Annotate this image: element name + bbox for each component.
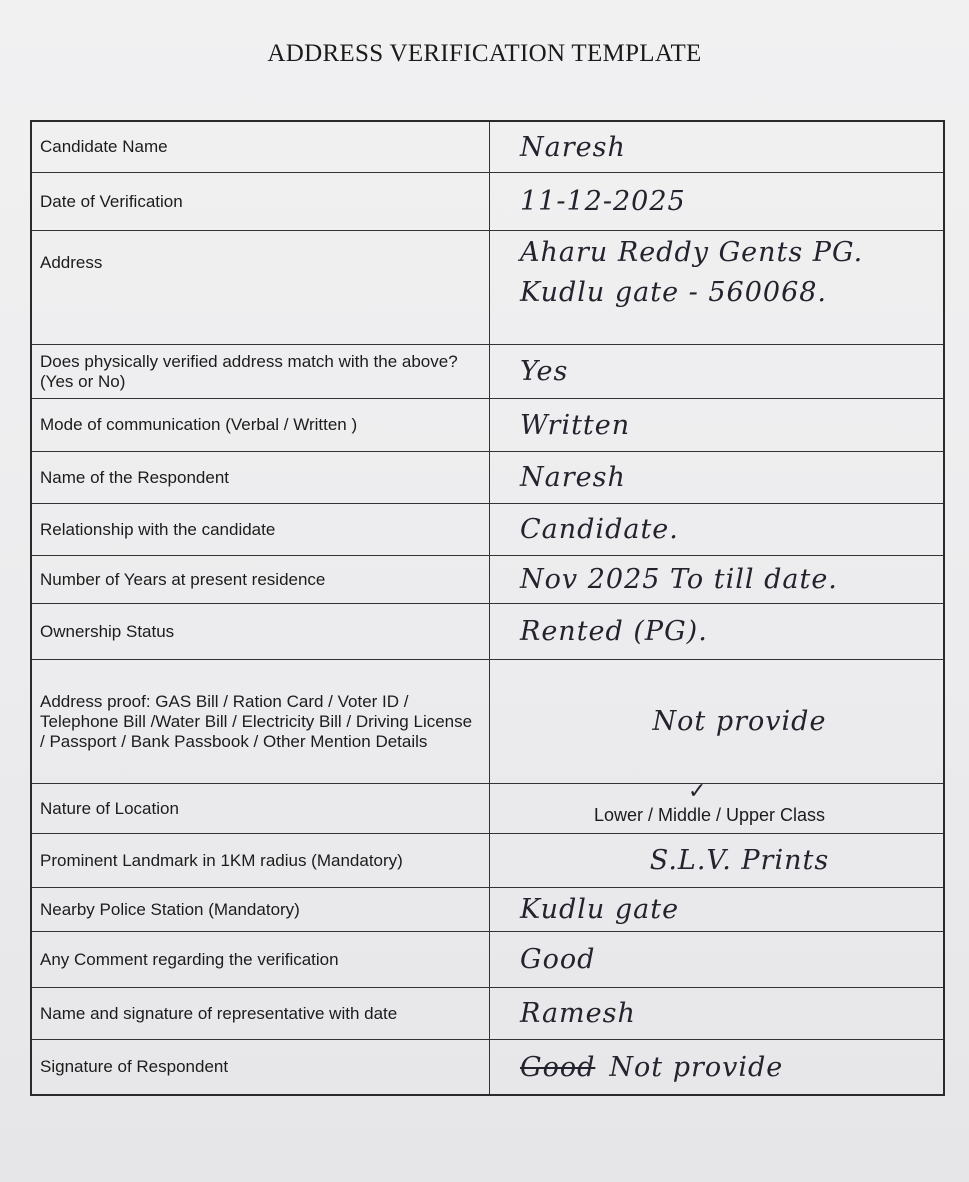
handwritten-value: Naresh [520, 462, 626, 493]
form-row-respondent-name [32, 452, 943, 504]
handwritten-value: Nov 2025 To till date. [520, 564, 838, 595]
document-title: ADDRESS VERIFICATION TEMPLATE [267, 40, 702, 67]
field-label: Signature of Respondent [32, 1040, 490, 1094]
field-label: Date of Verification [32, 173, 490, 230]
form-row-police-station [32, 888, 943, 932]
field-label: Nearby Police Station (Mandatory) [32, 888, 490, 931]
location-class-options: Lower / Middle / Upper Class [593, 805, 826, 825]
field-label: Address [32, 231, 490, 344]
form-row-respondent-signature [32, 1040, 943, 1094]
form-row-relationship [32, 504, 943, 556]
field-label: Prominent Landmark in 1KM radius (Mandatory) [32, 834, 490, 887]
printed-options [490, 778, 943, 833]
form-row-address-match [32, 345, 943, 399]
address-line-1: Aharu Reddy Gents PG. [520, 237, 864, 268]
form-row-representative-signature [32, 988, 943, 1040]
form-row-address [32, 231, 943, 345]
handwritten-value: Rented (PG). [520, 616, 708, 647]
field-label: Nature of Location [32, 784, 490, 833]
field-label: Name and signature of representative with date [32, 988, 490, 1039]
form-row-ownership-status [32, 604, 943, 660]
handwritten-value: Ramesh [520, 998, 636, 1029]
handwritten-value: Naresh [520, 131, 626, 163]
field-label: Any Comment regarding the verification [32, 932, 490, 987]
handwritten-value: Candidate. [520, 514, 679, 545]
handwritten-value [490, 1040, 943, 1094]
verification-form-table [30, 120, 945, 1096]
handwritten-value: Not provide [652, 706, 827, 737]
form-row-landmark [32, 834, 943, 888]
field-label: Mode of communication (Verbal / Written ) [32, 399, 490, 451]
form-row-date-of-verification [32, 173, 943, 231]
checkmark-icon: ✓ [688, 778, 707, 803]
address-line-2: Kudlu gate - 560068. [520, 277, 828, 308]
struck-out-text: Good [520, 1051, 596, 1083]
handwritten-value: Kudlu gate [520, 894, 680, 925]
field-label: Ownership Status [32, 604, 490, 659]
field-label: Number of Years at present residence [32, 556, 490, 603]
form-row-address-proof [32, 660, 943, 784]
form-row-candidate-name [32, 122, 943, 173]
handwritten-value: Written [520, 409, 631, 441]
form-row-nature-of-location [32, 778, 943, 834]
handwritten-value: Good [520, 944, 596, 975]
handwritten-value: S.L.V. Prints [649, 845, 830, 876]
field-label: Address proof: GAS Bill / Ration Card / Voter ID / Telephone Bill /Water Bill / Electricity Bill / Driving License / Passport / Bank Passbook / Other Mention Details [32, 660, 490, 783]
form-row-years-at-residence [32, 556, 943, 604]
form-row-comment [32, 932, 943, 988]
field-label: Name of the Respondent [32, 452, 490, 503]
handwritten-text: Not provide [609, 1051, 784, 1083]
handwritten-value: Yes [520, 356, 569, 387]
field-label: Does physically verified address match with the above?(Yes or No) [32, 345, 490, 398]
form-row-mode-of-communication [32, 399, 943, 452]
handwritten-value: 11-12-2025 [520, 186, 686, 217]
handwritten-address [490, 231, 943, 344]
field-label: Relationship with the candidate [32, 504, 490, 555]
field-label: Candidate Name [32, 122, 490, 172]
